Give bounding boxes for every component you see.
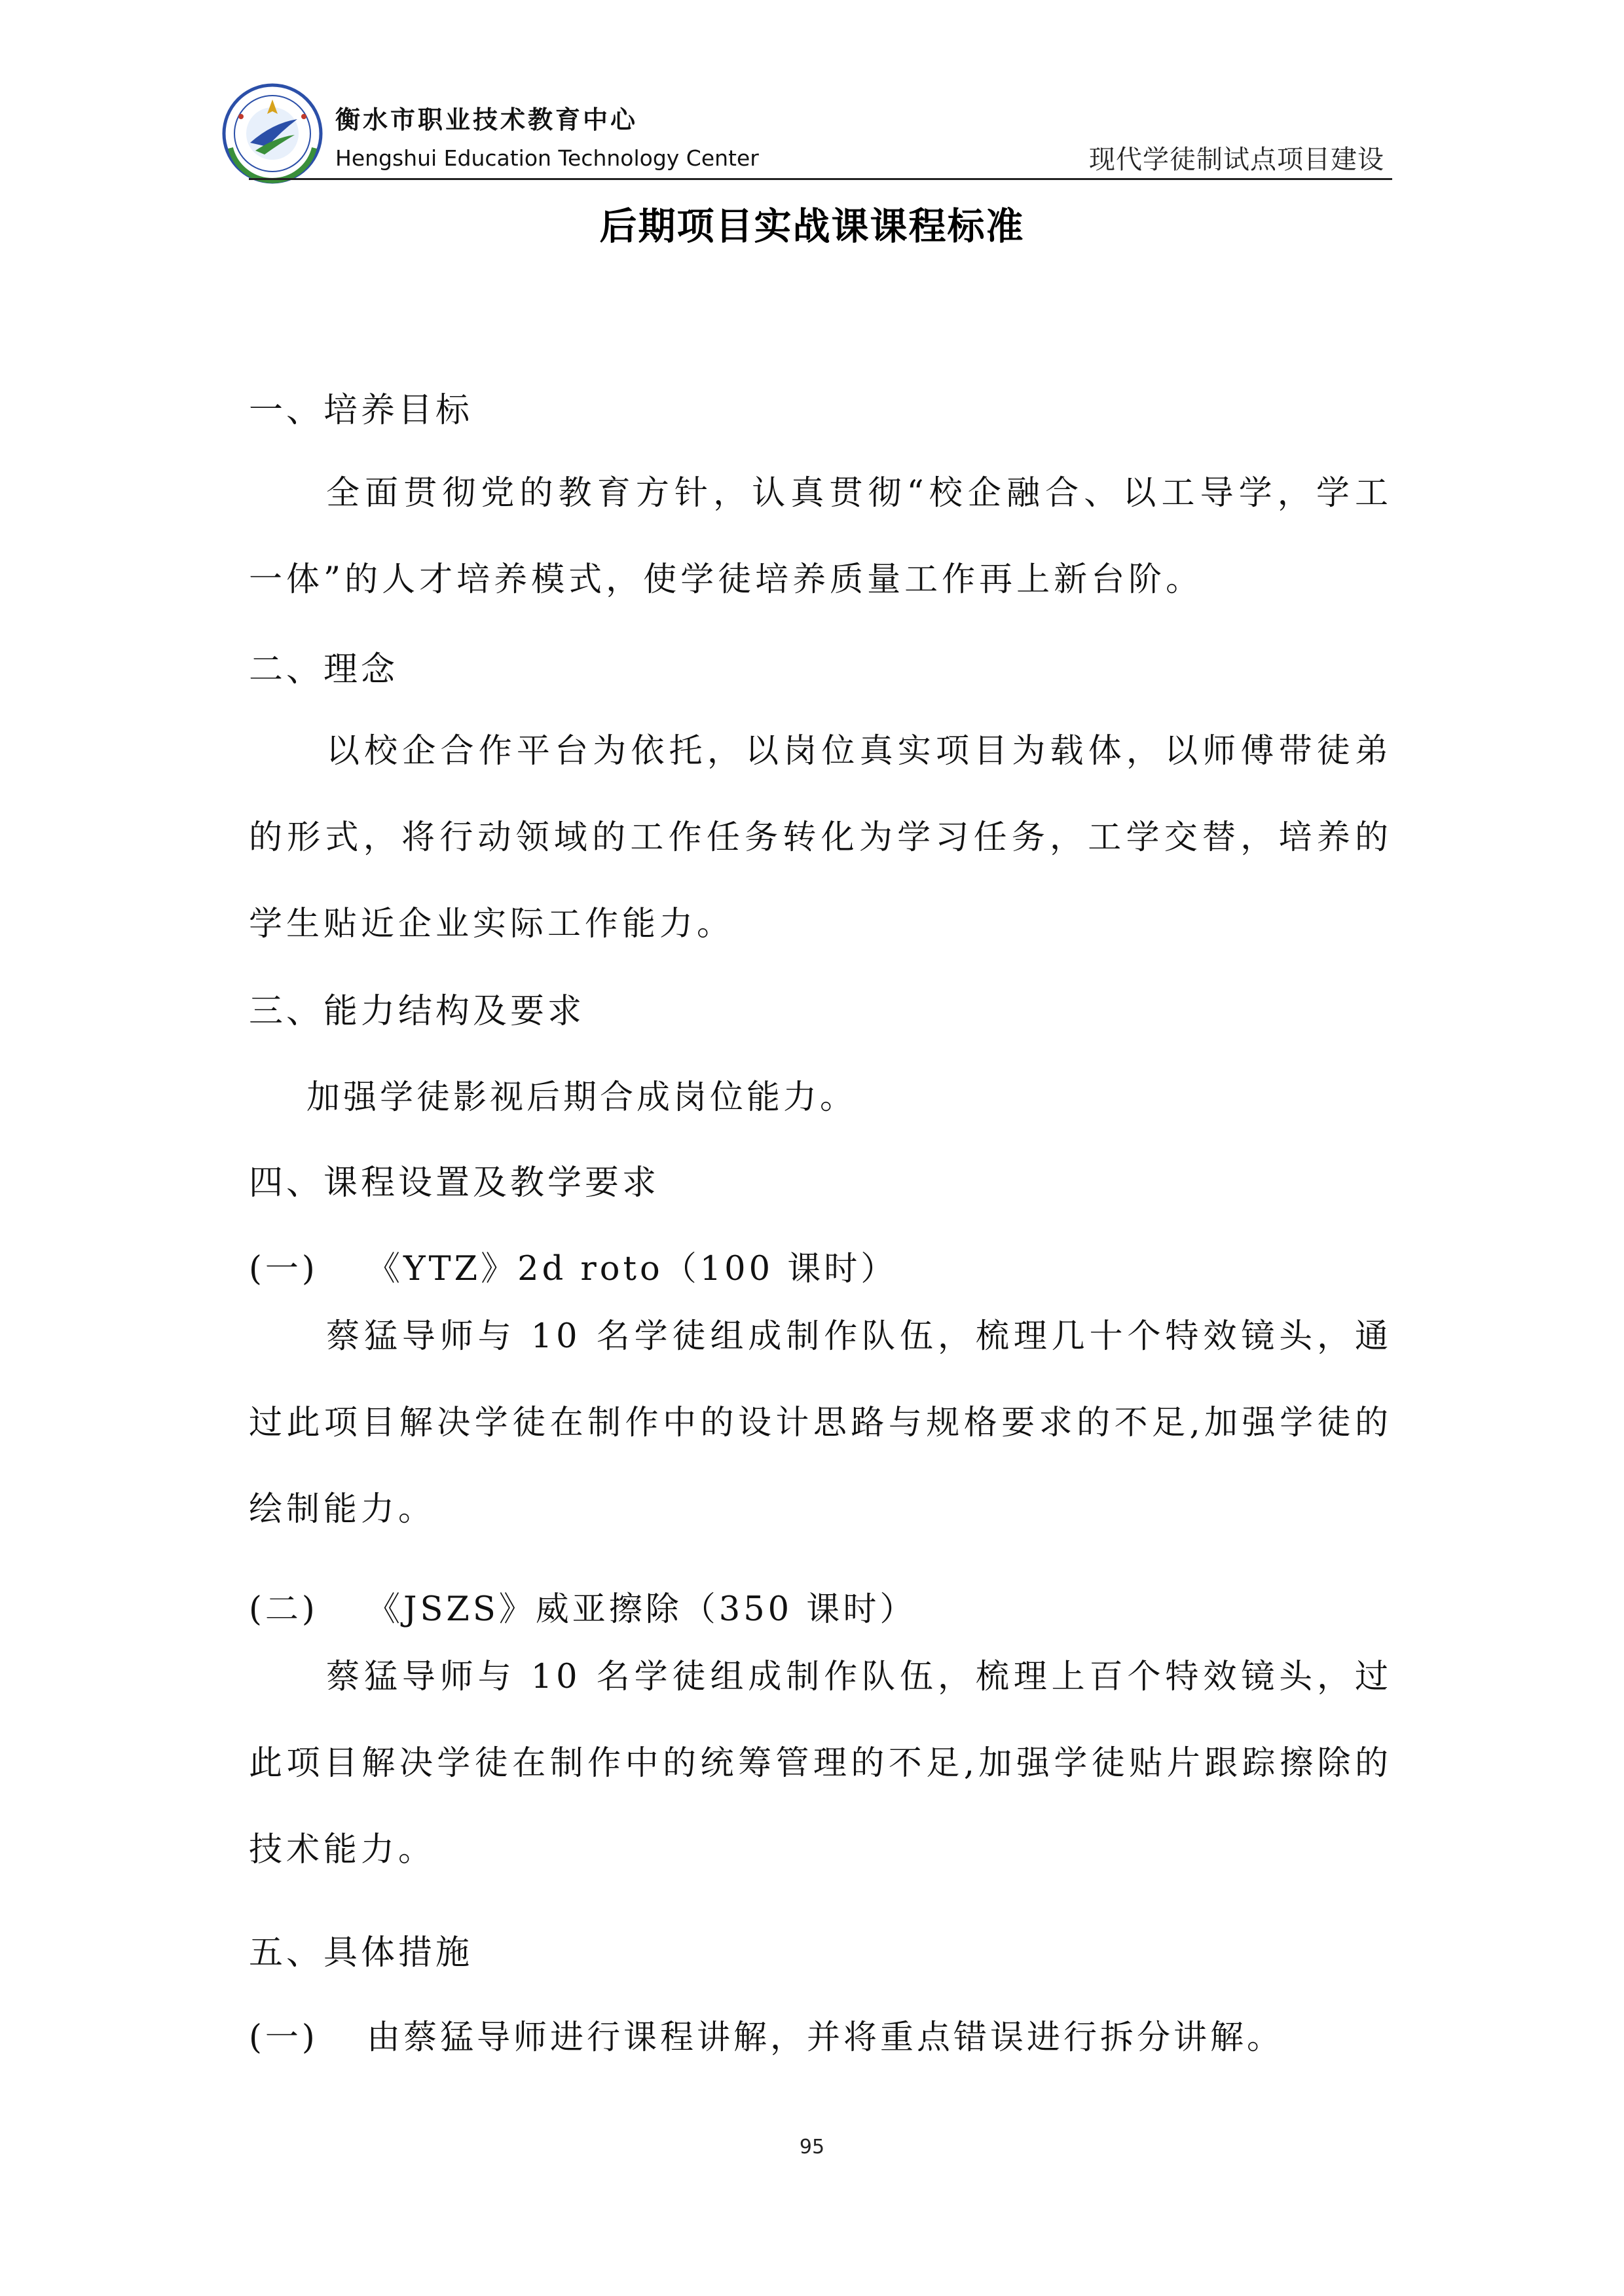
project-name: 现代学徒制试点项目建设 xyxy=(1089,145,1384,175)
section-text-philosophy: 以校企合作平台为依托，以岗位真实项目为载体，以师傅带徒弟的形式，将行动领域的工作任务转化为学习任务，工学交替，培养的学生贴近企业实际工作能力。 xyxy=(249,732,1392,943)
school-emblem-icon xyxy=(221,82,323,185)
document-title: 后期项目实战课课程标准 xyxy=(599,205,1025,248)
measure-1-text: 由蔡猛导师进行课程讲解，并将重点错误进行拆分讲解。 xyxy=(367,2018,1284,2057)
course-2-number: (二) xyxy=(249,1590,318,1629)
page-header xyxy=(0,0,1624,196)
header-divider xyxy=(249,178,1392,180)
page-number: 95 xyxy=(799,2136,825,2159)
course-1-title xyxy=(249,1241,897,1290)
section-text-training-goal: 全面贯彻党的教育方针，认真贯彻“校企融合、以工导学，学工一体”的人才培养模式，使学徒培养质量工作再上新台阶。 xyxy=(249,474,1392,599)
section-text-ability: 加强学徒影视后期合成岗位能力。 xyxy=(306,1078,857,1117)
course-1-number: (一) xyxy=(249,1250,318,1288)
course-2-description: 蔡猛导师与 10 名学徒组成制作队伍，梳理上百个特效镜头，过此项目解决学徒在制作中的统筹管理的不足,加强学徒贴片跟踪擦除的技术能力。 xyxy=(249,1658,1392,1869)
measure-1-number: (一) xyxy=(249,2018,318,2057)
section-heading-ability: 三、能力结构及要求 xyxy=(249,992,585,1031)
course-2-name: 《JSZS》威亚擦除（350 课时） xyxy=(367,1590,917,1629)
course-1-description: 蔡猛导师与 10 名学徒组成制作队伍，梳理几十个特效镜头，通过此项目解决学徒在制作中的设计思路与规格要求的不足,加强学徒的绘制能力。 xyxy=(249,1317,1392,1529)
section-heading-philosophy: 二、理念 xyxy=(249,650,399,689)
section-heading-training-goal: 一、培养目标 xyxy=(249,391,473,430)
organization-name-en: Hengshui Education Technology Center xyxy=(335,145,759,171)
section-heading-measures: 五、具体措施 xyxy=(249,1933,473,1973)
section-heading-courses: 四、课程设置及教学要求 xyxy=(249,1163,660,1203)
organization-name-cn: 衡水市职业技术教育中心 xyxy=(335,105,638,134)
course-1-name: 《YTZ》2d roto（100 课时） xyxy=(367,1250,898,1288)
measure-1 xyxy=(249,2010,1283,2058)
course-2-title xyxy=(249,1582,916,1630)
